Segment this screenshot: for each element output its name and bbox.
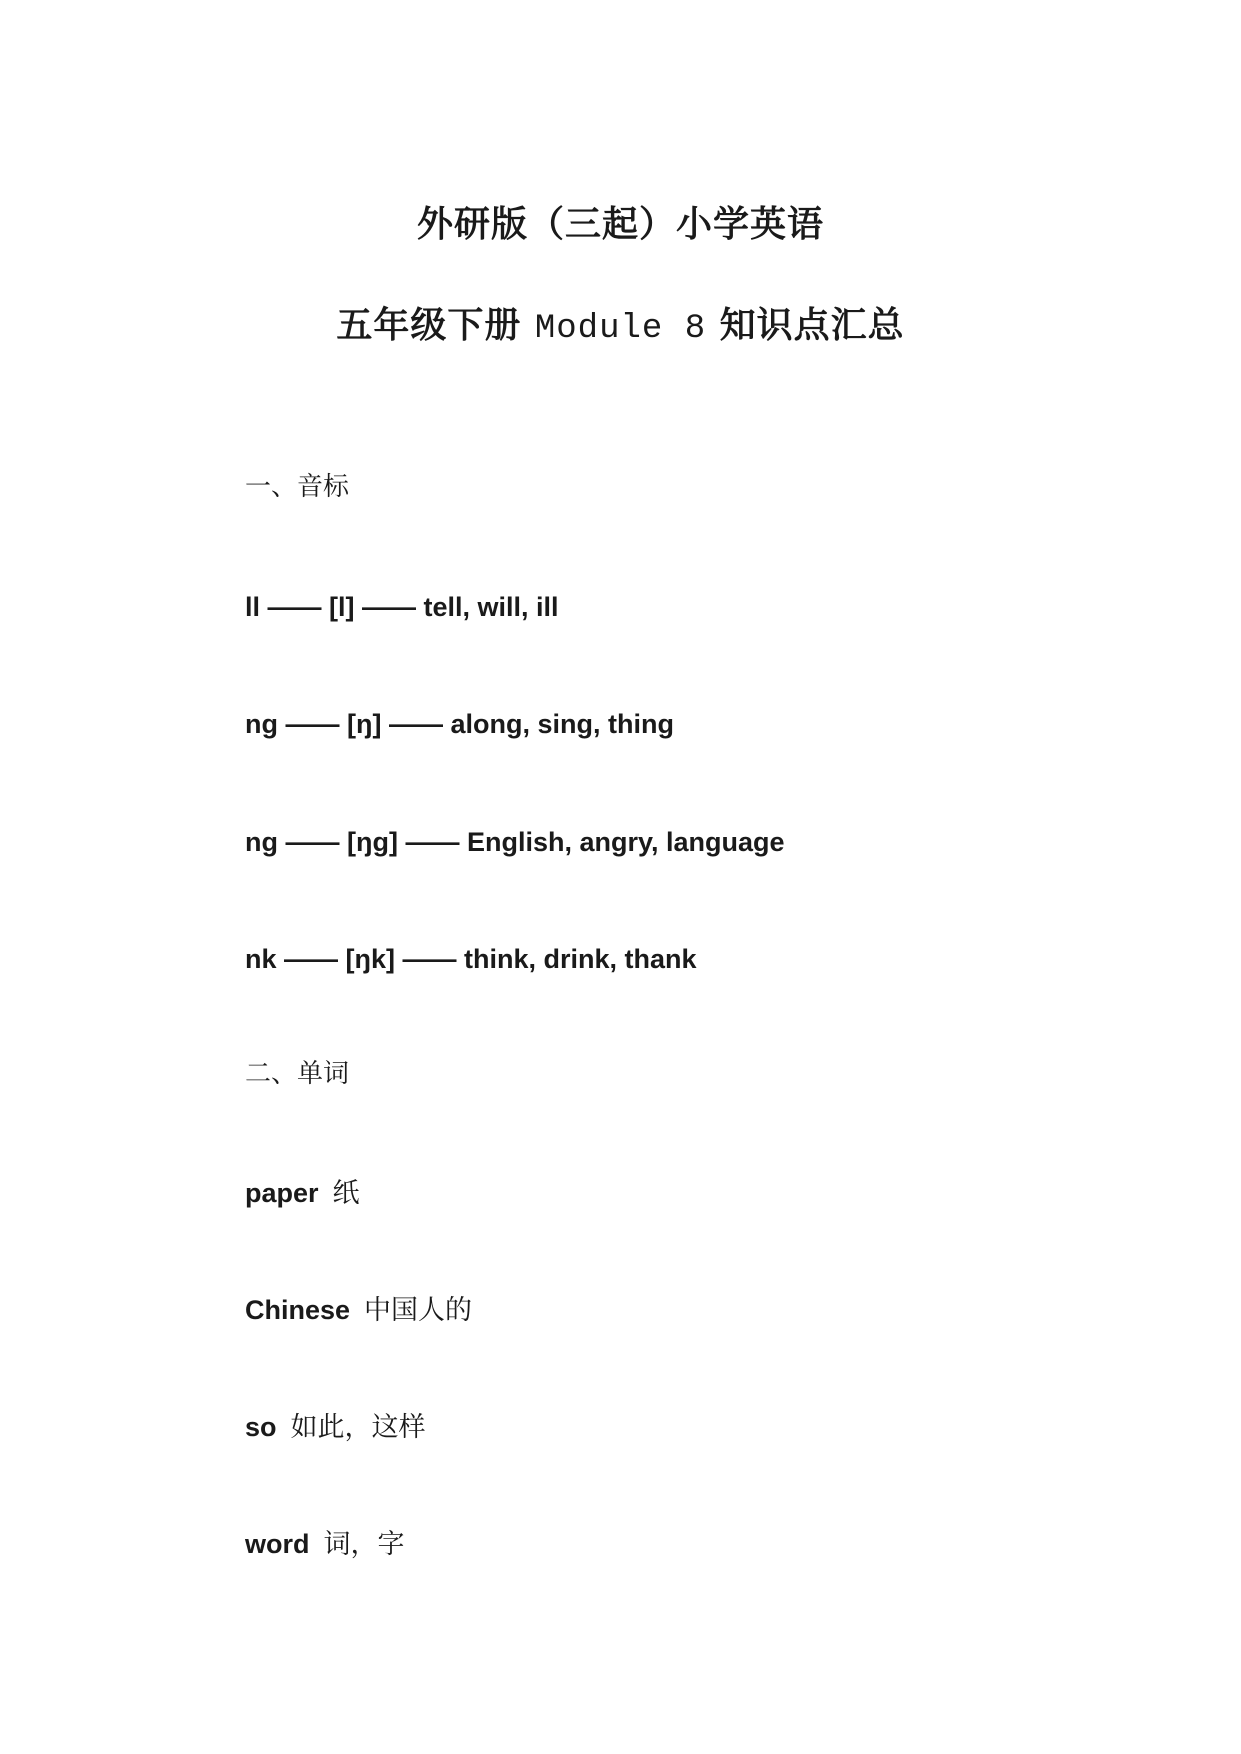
subtitle-module: Module 8: [534, 310, 707, 348]
document-subtitle: [0, 297, 1241, 348]
phonics-line: nk —— [ŋk] —— think, drink, thank: [245, 944, 697, 974]
phonics-line: ll —— [l] —— tell, will, ill: [245, 592, 559, 622]
word-english: Chinese: [245, 1295, 351, 1325]
section-heading-words: 二、单词: [245, 1059, 350, 1089]
word-entry: [245, 1294, 472, 1327]
word-chinese: 纸: [332, 1178, 360, 1209]
word-english: so: [245, 1412, 277, 1442]
subtitle-suffix: 知识点汇总: [719, 304, 905, 346]
document-title: 外研版（三起）小学英语: [416, 203, 824, 245]
phonics-line: ng —— [ŋg] —— English, angry, language: [245, 827, 785, 857]
word-chinese: 词，字: [323, 1529, 405, 1560]
subtitle-prefix: 五年级下册: [336, 304, 522, 346]
word-entry: [245, 1528, 405, 1561]
word-chinese: 中国人的: [364, 1295, 473, 1326]
word-english: word: [245, 1529, 310, 1559]
section-heading-phonics: 一、音标: [245, 472, 350, 502]
word-english: paper: [245, 1178, 319, 1208]
word-chinese: 如此，这样: [290, 1412, 426, 1443]
word-entry: [245, 1411, 426, 1444]
word-entry: [245, 1177, 360, 1210]
phonics-line: ng —— [ŋ] —— along, sing, thing: [245, 709, 674, 739]
